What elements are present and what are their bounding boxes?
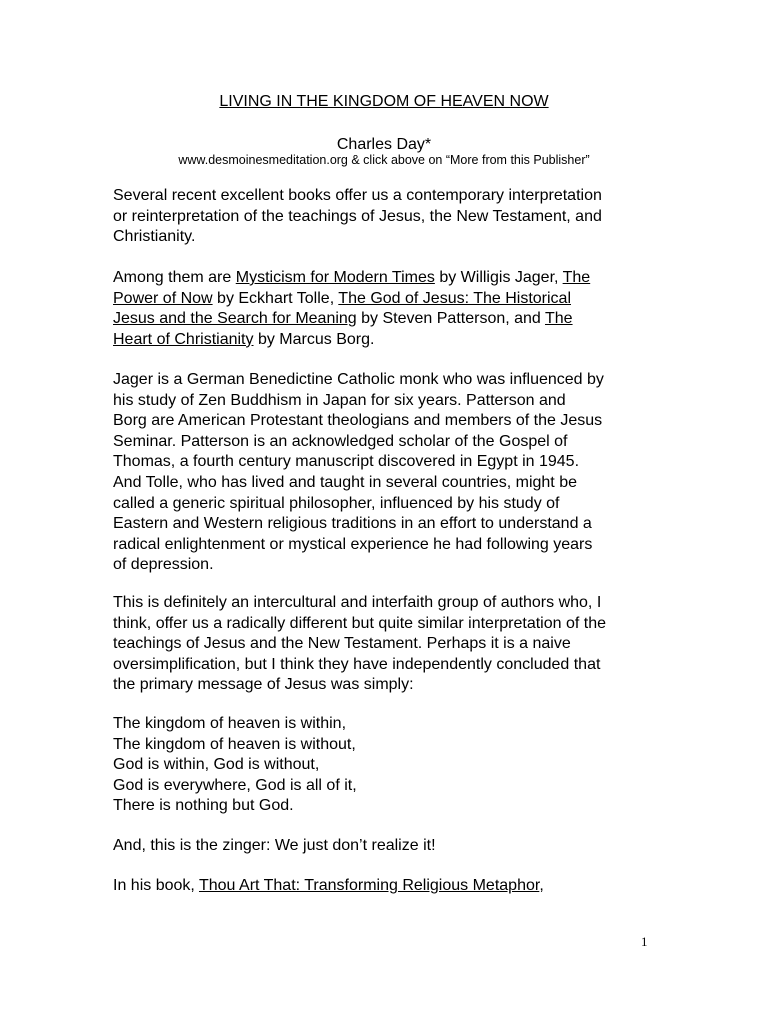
paragraph-line: or reinterpretation of the teachings of Jesus, the New Testament, and	[113, 207, 602, 225]
book-title-power-of-now: The	[562, 269, 591, 286]
verse-line: The kingdom of heaven is within,	[113, 715, 347, 732]
paragraph-line: of depression.	[113, 556, 214, 574]
paragraph-line	[113, 268, 658, 289]
document-title: LIVING IN THE KINGDOM OF HEAVEN NOW	[219, 93, 549, 110]
paragraph-4	[113, 593, 658, 696]
paragraph-line: Several recent excellent books offer us a contemporary interpretation	[113, 187, 602, 204]
book-title-god-of-jesus: The God of Jesus: The Historical	[338, 289, 571, 307]
paragraph-line: This is definitely an intercultural and interfaith group of authors who, I	[113, 594, 602, 611]
text: Among them are	[113, 269, 236, 286]
text: by Willigis Jager,	[434, 269, 563, 286]
website-note: www.desmoinesmeditation.org & click above on “More from this Publisher”	[178, 153, 590, 167]
paragraph-6	[113, 876, 658, 897]
book-title-thou-art-that: Thou Art That: Transforming Religious Metaphor	[198, 877, 540, 894]
paragraph-line: Eastern and Western religious traditions in an effort to understand a	[113, 515, 592, 533]
verse-line: God is within, God is without,	[113, 756, 320, 774]
text: In his book,	[113, 877, 199, 894]
paragraph-line: oversimplification, but I think they have independently concluded that	[113, 655, 601, 673]
page-number: 1	[641, 934, 648, 949]
book-title-power-of-now: Power of Now	[113, 289, 213, 307]
paragraph-line: Thomas, a fourth century manuscript discovered in Egypt in 1945.	[113, 453, 580, 471]
paragraph-line: teachings of Jesus and the New Testament. Perhaps it is a naive	[113, 635, 571, 653]
paragraph-line: And, this is the zinger: We just don’t realize it!	[113, 837, 436, 854]
paragraph-line: And Tolle, who has lived and taught in several countries, might be	[113, 473, 577, 491]
paragraph-5	[113, 836, 658, 857]
paragraph-line: Seminar. Patterson is an acknowledged scholar of the Gospel of	[113, 432, 568, 450]
text: by Eckhart Tolle,	[212, 289, 339, 307]
paragraph-3	[113, 370, 658, 576]
paragraph-line	[113, 330, 658, 351]
paragraph-1	[113, 186, 658, 248]
book-title-mysticism: Mysticism for Modern Times	[235, 269, 435, 286]
author-name: Charles Day*	[336, 136, 432, 153]
book-title-god-of-jesus: Jesus and the Search for Meaning	[113, 310, 357, 328]
paragraph-line: called a generic spiritual philosopher, influenced by his study of	[113, 494, 560, 512]
paragraph-line: Christianity.	[113, 228, 196, 246]
text: by Steven Patterson, and	[356, 310, 545, 328]
paragraph-line: Jager is a German Benedictine Catholic monk who was influenced by	[113, 371, 604, 388]
paragraph-line: radical enlightenment or mystical experience he had following years	[113, 535, 593, 553]
paragraph-2	[113, 268, 658, 350]
paragraph-line: Borg are American Protestant theologians and members of the Jesus	[113, 412, 603, 430]
verse-line: The kingdom of heaven is without,	[113, 735, 356, 753]
text: by Marcus Borg.	[253, 330, 375, 348]
verse-block	[113, 714, 658, 817]
verse-line: God is everywhere, God is all of it,	[113, 776, 357, 794]
paragraph-line: think, offer us a radically different but quite similar interpretation of the	[113, 614, 607, 632]
paragraph-line: his study of Zen Buddhism in Japan for six years. Patterson and	[113, 391, 566, 409]
paragraph-line: the primary message of Jesus was simply:	[113, 676, 414, 694]
paragraph-line	[113, 309, 658, 330]
verse-line: There is nothing but God.	[113, 797, 294, 815]
paragraph-line	[113, 289, 658, 310]
book-title-heart-of-christianity: Heart of Christianity	[113, 330, 254, 348]
book-title-heart-of-christianity: The	[544, 310, 573, 328]
paragraph-line	[113, 876, 658, 897]
text: ,	[539, 877, 544, 894]
